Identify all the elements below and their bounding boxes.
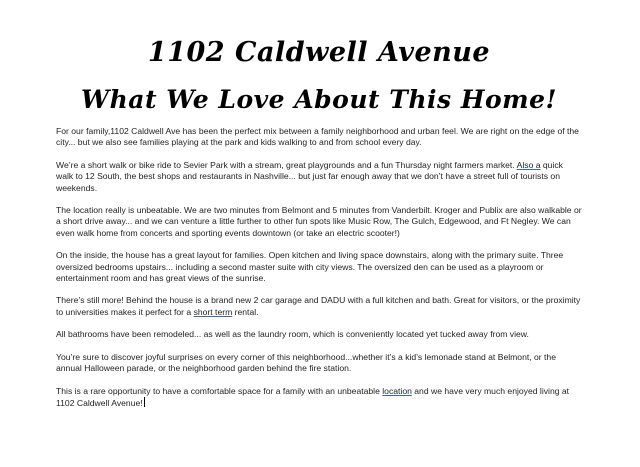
paragraph-text: The location really is unbeatable. We are two minutes from Belmont and 5 minutes from Vanderbilt. Kroger and Publix are also walkable or a short drive away... and we can venture a little further to other fun spots like Music Row, The Gulch, Edgewood, and Ft Negley. We can even walk home from concerts and sporting events downtown (or take an electric scooter!) bbox=[56, 205, 582, 238]
paragraph-closing bbox=[56, 386, 582, 410]
document-body[interactable] bbox=[56, 126, 582, 409]
spellcheck-underline-short-term[interactable]: short term bbox=[193, 306, 233, 317]
paragraph-intro bbox=[56, 126, 582, 149]
paragraph-inside bbox=[56, 250, 582, 284]
paragraph-text: quick walk to 12 South, the best shops and restaurants in Nashville... but just far enough away that we don’t have a street full of tourists on weekends. bbox=[56, 159, 563, 193]
paragraph-text: There’s still more! Behind the house is a brand new 2 car garage and DADU with a full kitchen and bath. Great for visitors, or the proximity to universities makes it perfect for a bbox=[56, 295, 581, 317]
paragraph-sevier-park bbox=[56, 160, 582, 194]
paragraph-neighborhood bbox=[56, 352, 582, 375]
document-subtitle: What We Love About This Home! bbox=[81, 85, 557, 114]
paragraph-garage bbox=[56, 295, 582, 318]
paragraph-bathrooms bbox=[56, 329, 582, 340]
paragraph-text: We’re a short walk or bike ride to Sevier Park with a stream, great playgrounds and a fun Thursday night farmers market. bbox=[56, 159, 517, 170]
paragraph-text: All bathrooms have been remodeled... as well as the laundry room, which is conveniently located yet tucked away from view. bbox=[56, 329, 529, 340]
paragraph-location bbox=[56, 205, 582, 239]
spellcheck-underline-also-a[interactable]: Also a bbox=[516, 159, 541, 170]
paragraph-text: rental. bbox=[232, 306, 259, 317]
paragraph-text: This is a rare opportunity to have a comfortable space for a family with an unbeatable bbox=[56, 385, 383, 396]
spellcheck-underline-location[interactable]: location bbox=[382, 385, 412, 396]
paragraph-text: On the inside, the house has a great layout for families. Open kitchen and living space downstairs, along with the primary suite. Three oversized bedrooms upstairs... including a second master suite with city views. The oversized den can be used as a playroom or entertainment room and has great views of the sunrise. bbox=[56, 250, 564, 284]
paragraph-text: For our family,1102 Caldwell Ave has been the perfect mix between a family neighborhood and urban feel. We are right on the edge of the city... but we also see families playing at the park and kids walking to and from school every day. bbox=[56, 126, 579, 148]
paragraph-text: and we have very much enjoyed living at 1102 Caldwell Avenue! bbox=[56, 385, 570, 408]
document-title: 1102 Caldwell Avenue bbox=[147, 37, 491, 68]
paragraph-text: You’re sure to discover joyful surprises on every corner of this neighborhood...whether it’s a kid’s lemonade stand at Belmont, or the annual Halloween parade, or the neighborhood garden behind the fire station. bbox=[56, 351, 556, 374]
text-cursor bbox=[144, 397, 145, 407]
